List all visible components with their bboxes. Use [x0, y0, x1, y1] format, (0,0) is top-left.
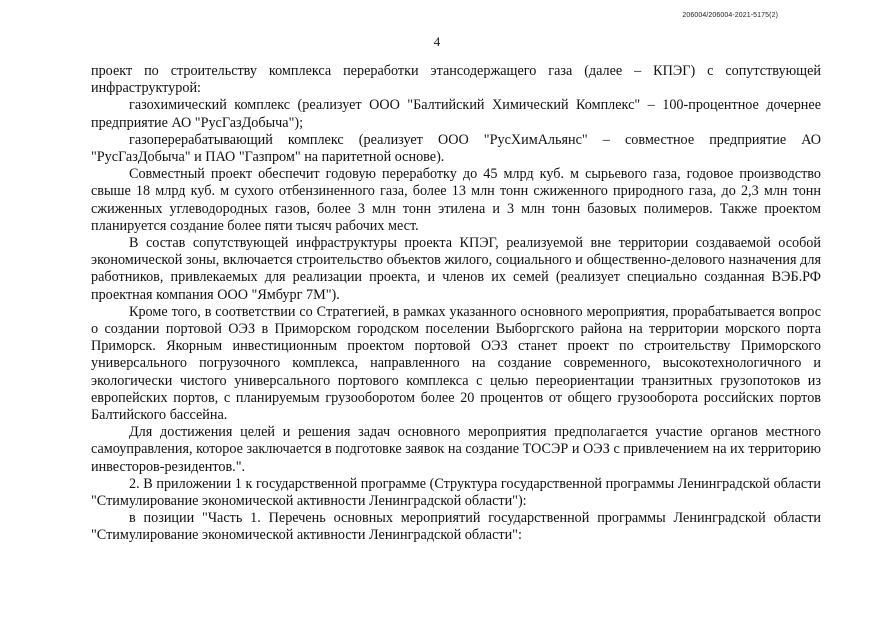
paragraph-infrastructure: В состав сопутствующей инфраструктуры проекта КПЭГ, реализуемой вне территории создаваемой особой экономической зоны, включается строительство объектов жилого, социального и общественно-делового назначения для работников, привлекаемых для реализации проекта, и членов их семей (реализует специально созданная ВЭБ.РФ проектная компания ООО "Ямбург 7М"). — [91, 235, 821, 303]
paragraph-appendix-1: 2. В приложении 1 к государственной программе (Структура государственной программы Ленинградской области "Стимулирование экономической активности Ленинградской области"): — [91, 475, 821, 510]
paragraph-port-oez: Кроме того, в соответствии со Стратегией, в рамках указанного основного мероприятия, прорабатывается вопрос о создании портовой ОЭЗ в Приморском городском поселении Выборгского района на территории морского порта Приморск. Якорным инвестиционным проектом портовой ОЭЗ станет проект по строительству Приморского универсального погрузочного комплекса, направленного на создание современного, высокотехнологичного и экологически чистого универсального портового комплекса с целью переориентации транзитных грузопотоков из европейских портов, с планируемым грузооборотом более 20 процентов от общего грузооборота российских портов Балтийского бассейна. — [91, 303, 821, 424]
page-number: 4 — [433, 34, 441, 49]
paragraph-gas-chemical-complex: газохимический комплекс (реализует ООО "Балтийский Химический Комплекс" – 100-процентное дочернее предприятие АО "РусГазДобыча"); — [91, 97, 821, 131]
document-id: 206004/206004-2021-5175(2) — [682, 12, 778, 19]
paragraph-kpeg-intro: проект по строительству комплекса переработки этансодержащего газа (далее – КПЭГ) с сопутствующей инфраструктурой: — [91, 63, 821, 97]
document-body — [91, 63, 821, 545]
paragraph-gas-processing-complex: газоперерабатывающий комплекс (реализует ООО "РусХимАльянс" – совместное предприятие АО "РусГазДобыча" и ПАО "Газпром" на паритетной основе). — [91, 131, 821, 166]
paragraph-joint-project: Совместный проект обеспечит годовую переработку до 45 млрд куб. м сырьевого газа, годовое производство свыше 18 млрд куб. м сухого отбензиненного газа, более 13 млн тонн сжиженного природного газа, до 2,3 млн тонн сжиженных углеводородных газов, более 3 млн тонн этилена и 3 млн тонн базовых полимеров. Также проектом планируется создание более пяти тысяч рабочих мест. — [91, 166, 821, 234]
paragraph-position-part-1: в позиции "Часть 1. Перечень основных мероприятий государственной программы Ленинградской области "Стимулирование экономической активности Ленинградской области": — [91, 510, 821, 544]
paragraph-local-government: Для достижения целей и решения задач основного мероприятия предполагается участие органов местного самоуправления, которое заключается в подготовке заявок на создание ТОСЭР и ОЭЗ с привлечением на их территорию инвесторов-резидентов.". — [91, 424, 821, 475]
